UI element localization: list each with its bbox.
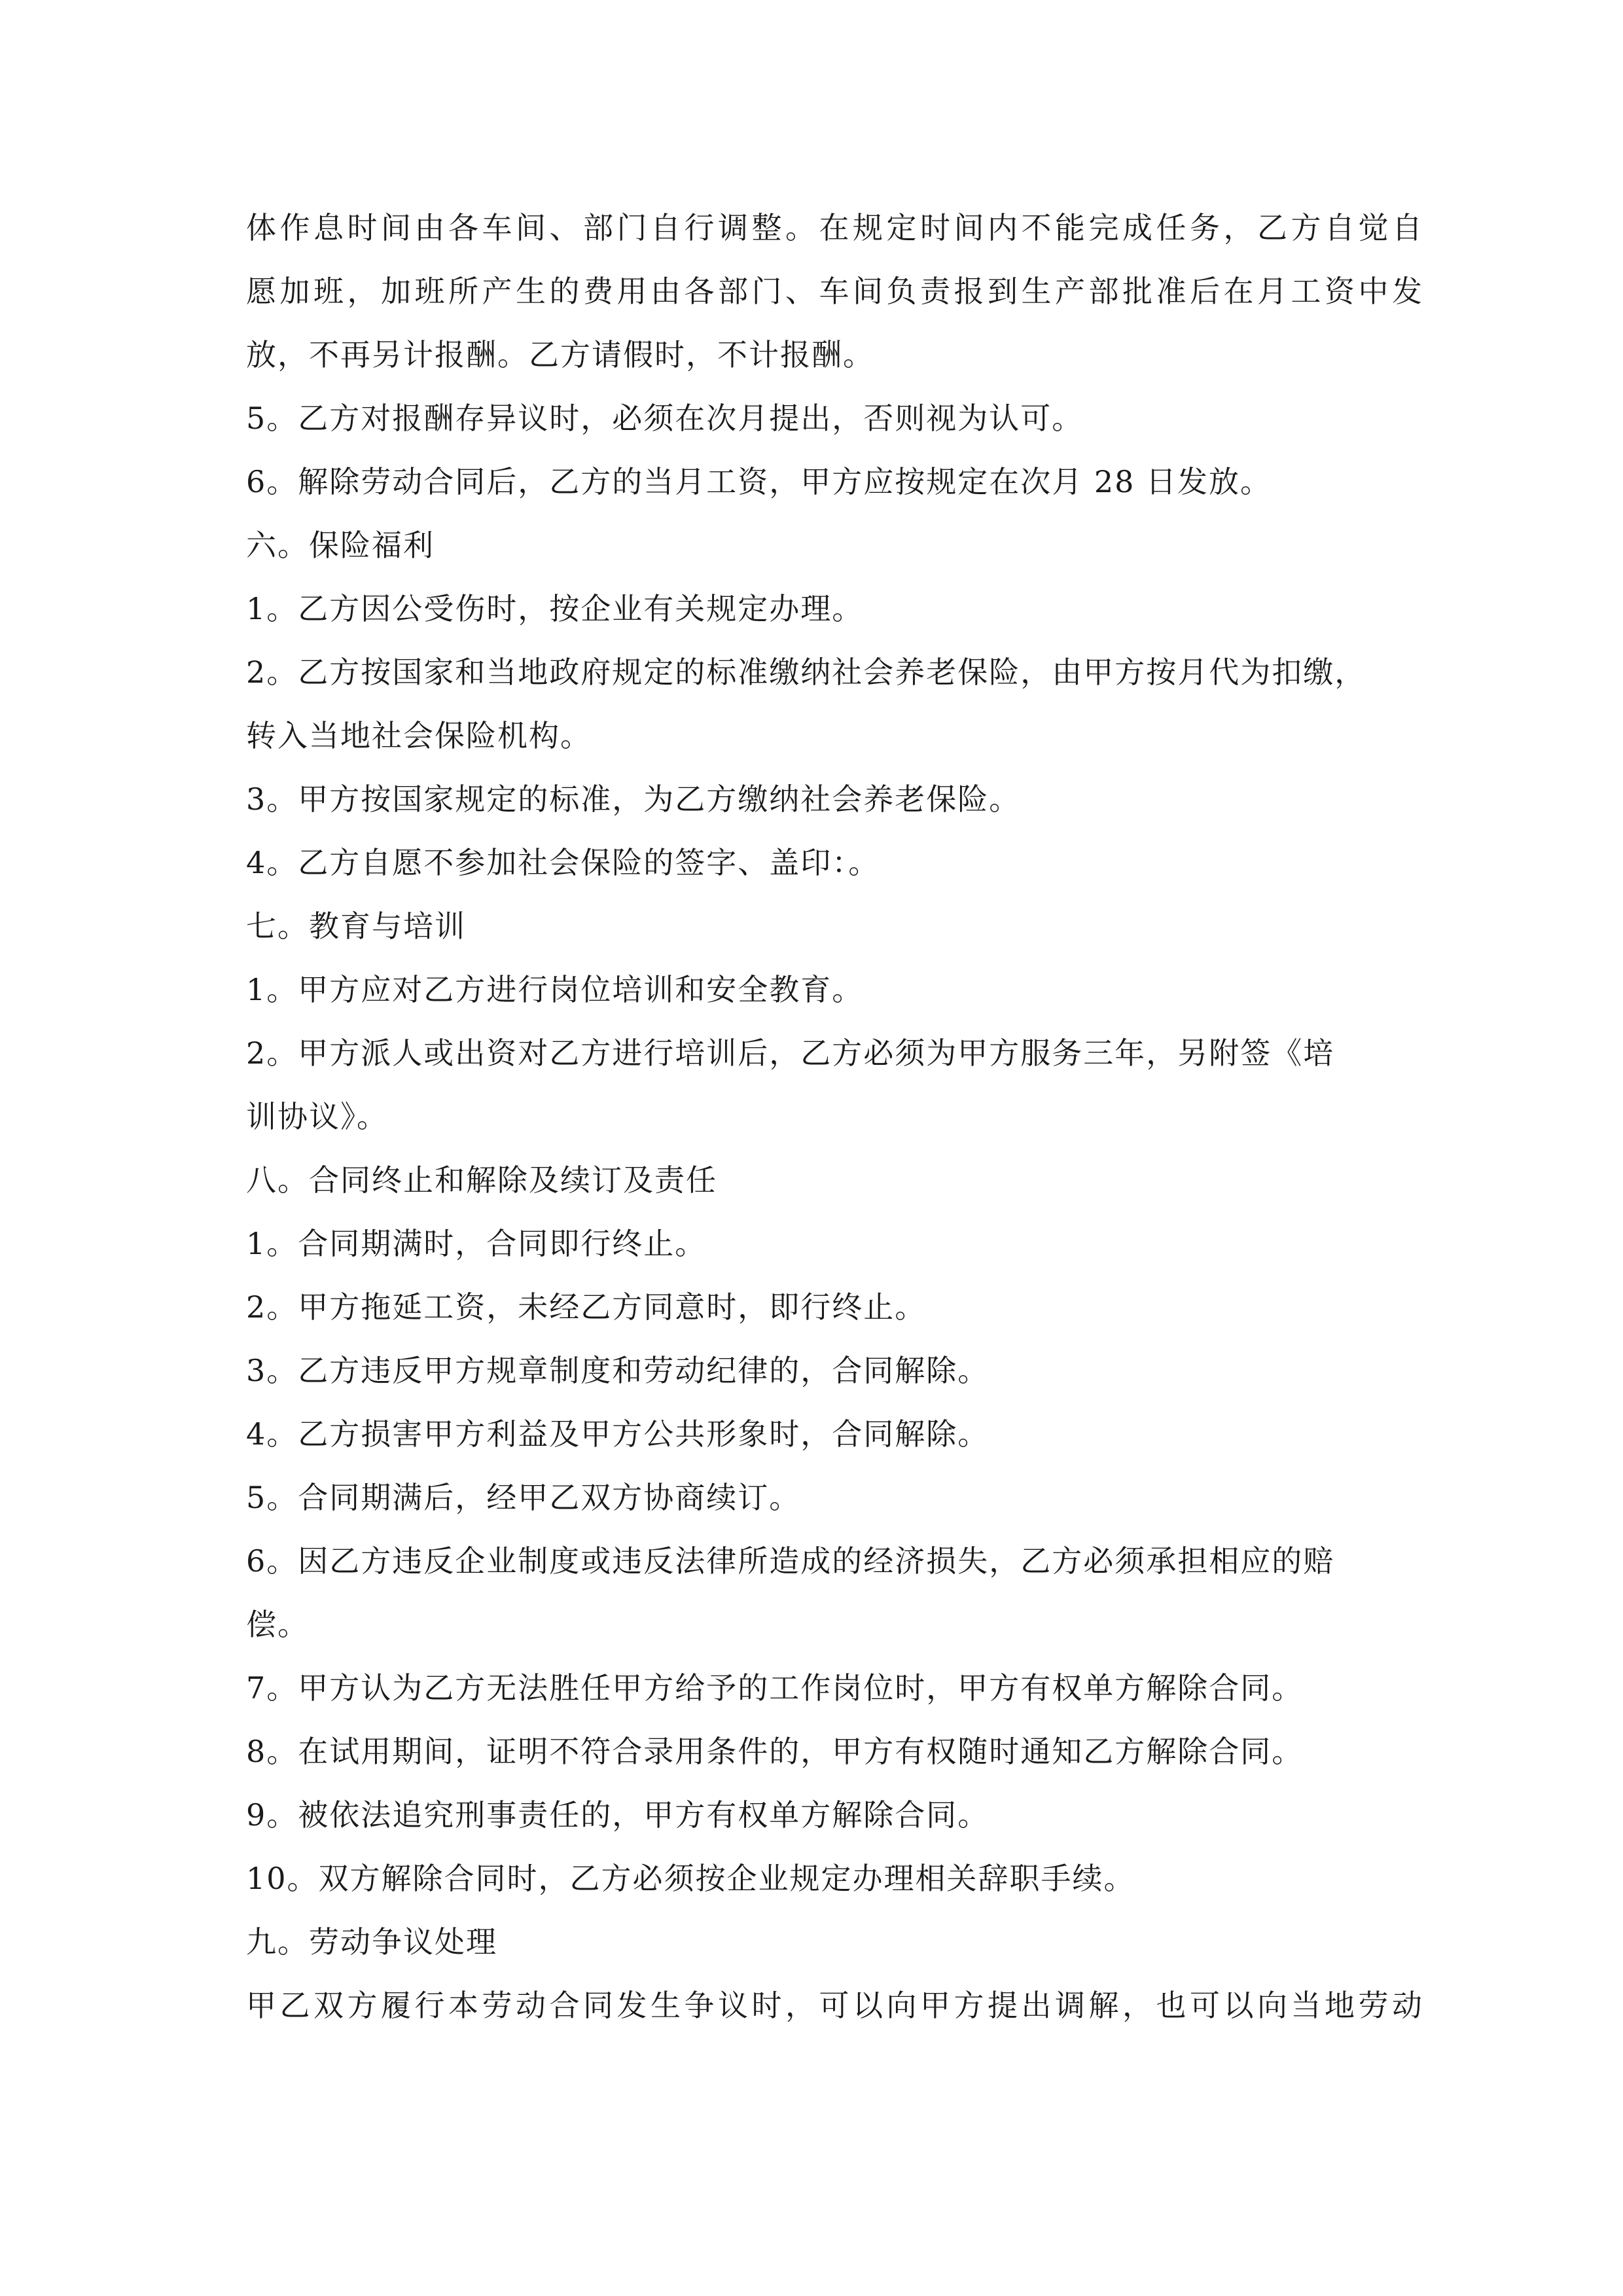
list-item: 3。甲方按国家规定的标准，为乙方缴纳社会养老保险。 xyxy=(246,781,1021,817)
list-item: 6。解除劳动合同后，乙方的当月工资，甲方应按规定在次月 28 日发放。 xyxy=(246,464,1272,499)
list-item: 8。在试用期间，证明不符合录用条件的，甲方有权随时通知乙方解除合同。 xyxy=(246,1734,1304,1769)
paragraph-line: 甲乙双方履行本劳动合同发生争议时，可以向甲方提出调解，也可以向当地劳动 xyxy=(246,1988,1426,2023)
list-item: 6。因乙方违反企业制度或违反法律所造成的经济损失，乙方必须承担相应的赔 xyxy=(246,1543,1335,1579)
list-item: 1。甲方应对乙方进行岗位培训和安全教育。 xyxy=(246,972,864,1007)
section-heading: 九。劳动争议处理 xyxy=(246,1924,497,1960)
list-item: 4。乙方自愿不参加社会保险的签字、盖印：。 xyxy=(246,845,880,880)
list-item: 7。甲方认为乙方无法胜任甲方给予的工作岗位时，甲方有权单方解除合同。 xyxy=(246,1670,1304,1706)
list-item: 4。乙方损害甲方利益及甲方公共形象时，合同解除。 xyxy=(246,1416,990,1452)
list-item: 5。合同期满后，经甲乙双方协商续订。 xyxy=(246,1480,801,1515)
list-item: 3。乙方违反甲方规章制度和劳动纪律的，合同解除。 xyxy=(246,1353,990,1388)
section-heading: 六。保险福利 xyxy=(246,528,435,563)
list-item-continuation: 偿。 xyxy=(246,1607,309,1642)
list-item: 2。甲方派人或出资对乙方进行培训后，乙方必须为甲方服务三年，另附签《培 xyxy=(246,1035,1335,1071)
list-item-continuation: 转入当地社会保险机构。 xyxy=(246,718,592,753)
list-item: 9。被依法追究刑事责任的，甲方有权单方解除合同。 xyxy=(246,1797,990,1833)
section-heading: 八。合同终止和解除及续订及责任 xyxy=(246,1162,717,1198)
document-body xyxy=(246,196,1426,2037)
paragraph-line: 体作息时间由各车间、部门自行调整。在规定时间内不能完成任务，乙方自觉自 xyxy=(246,210,1426,245)
list-item: 1。乙方因公受伤时，按企业有关规定办理。 xyxy=(246,591,864,626)
section-heading: 七。教育与培训 xyxy=(246,908,466,944)
list-item: 2。甲方拖延工资，未经乙方同意时，即行终止。 xyxy=(246,1289,927,1325)
list-item-continuation: 训协议》。 xyxy=(246,1099,388,1134)
paragraph-line: 愿加班，加班所产生的费用由各部门、车间负责报到生产部批准后在月工资中发 xyxy=(246,274,1426,309)
list-item: 1。合同期满时，合同即行终止。 xyxy=(246,1226,707,1261)
list-item: 5。乙方对报酬存异议时，必须在次月提出，否则视为认可。 xyxy=(246,401,1084,436)
paragraph-line: 放，不再另计报酬。乙方请假时，不计报酬。 xyxy=(246,337,874,372)
list-item: 2。乙方按国家和当地政府规定的标准缴纳社会养老保险，由甲方按月代为扣缴， xyxy=(246,655,1366,690)
list-item: 10。双方解除合同时，乙方必须按企业规定办理相关辞职手续。 xyxy=(246,1861,1135,1896)
